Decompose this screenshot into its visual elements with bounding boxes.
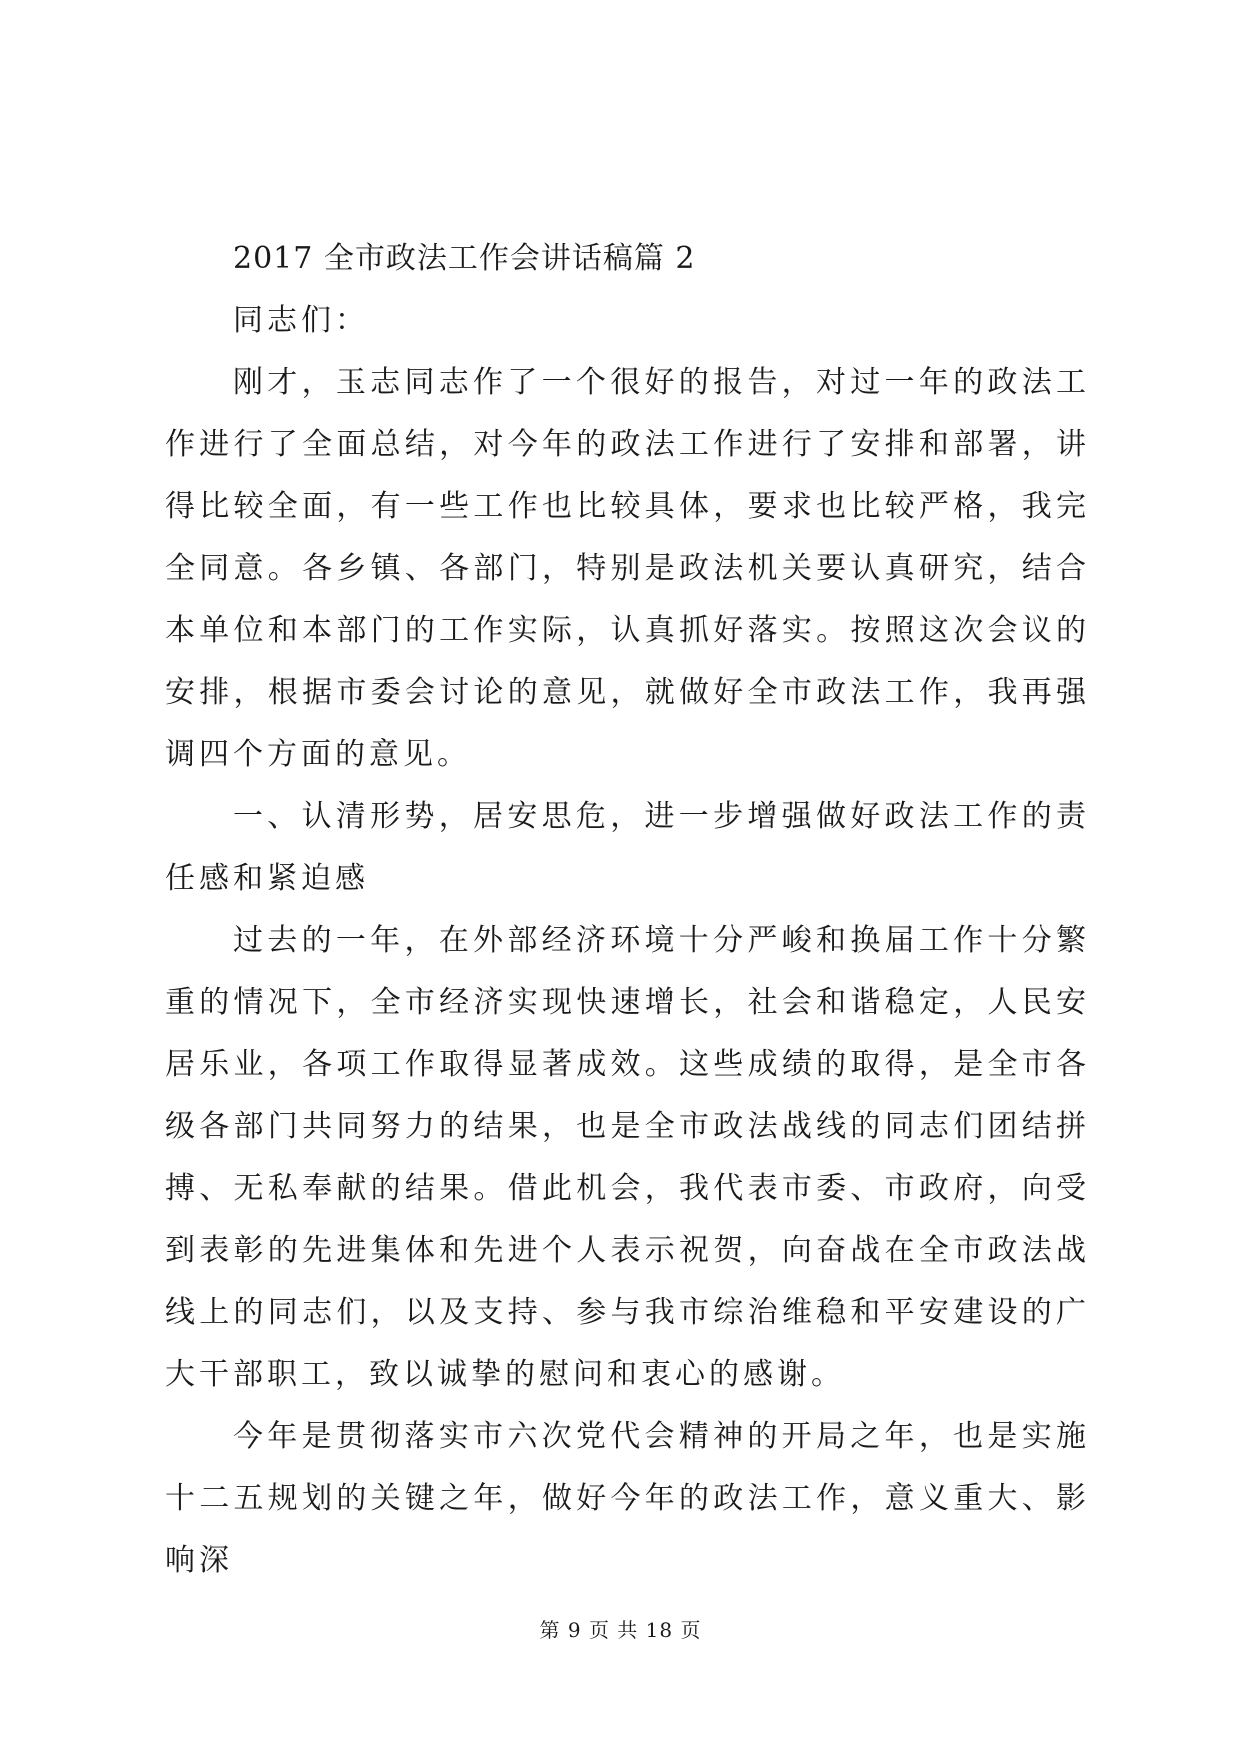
paragraph-intro: 刚才，玉志同志作了一个很好的报告，对过一年的政法工作进行了全面总结，对今年的政法工作进行了安排和部署，讲得比较全面，有一些工作也比较具体，要求也比较严格，我完全同意。各乡镇、各部门，特别是政法机关要认真研究，结合本单位和本部门的工作实际，认真抓好落实。按照这次会议的安排，根据市委会讨论的意见，就做好全市政法工作，我再强调四个方面的意见。 bbox=[165, 365, 1090, 772]
document-title: 2017 全市政法工作会讲话稿篇 2 bbox=[233, 241, 696, 276]
section-heading-1: 一、认清形势，居安思危，进一步增强做好政法工作的责任感和紧迫感 bbox=[165, 799, 1090, 896]
salutation: 同志们： bbox=[233, 303, 369, 338]
document-body bbox=[165, 228, 1090, 1592]
page-number-footer: 第 9 页 共 18 页 bbox=[539, 1618, 702, 1642]
paragraph-this-year: 今年是贯彻落实市六次党代会精神的开局之年，也是实施十二五规划的关键之年，做好今年的政法工作，意义重大、影响深 bbox=[165, 1419, 1090, 1578]
paragraph-review: 过去的一年，在外部经济环境十分严峻和换届工作十分繁重的情况下，全市经济实现快速增长，社会和谐稳定，人民安居乐业，各项工作取得显著成效。这些成绩的取得，是全市各级各部门共同努力的结果，也是全市政法战线的同志们团结拼搏、无私奉献的结果。借此机会，我代表市委、市政府，向受到表彰的先进集体和先进个人表示祝贺，向奋战在全市政法战线上的同志们，以及支持、参与我市综治维稳和平安建设的广大干部职工，致以诚挚的慰问和衷心的感谢。 bbox=[165, 923, 1090, 1392]
